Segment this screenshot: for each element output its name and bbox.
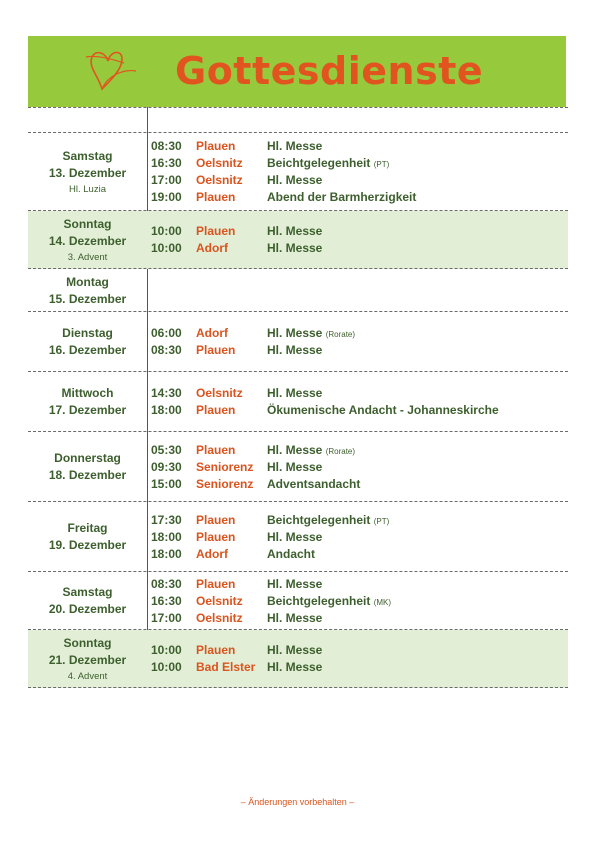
event-description: [267, 138, 322, 155]
date: 16. Dezember: [48, 343, 127, 357]
date: 13. Dezember: [48, 166, 127, 180]
weekday: Freitag: [67, 521, 108, 535]
event-place: Plauen: [196, 343, 236, 357]
event-place: Oelsnitz: [196, 156, 243, 170]
event-title: Beichtgelegenheit: [267, 594, 371, 608]
event-qualifier: (PT): [373, 160, 390, 169]
day-row: [28, 572, 568, 630]
event-time: 18:00: [151, 547, 182, 561]
weekday: Mittwoch: [61, 386, 114, 400]
date: 19. Dezember: [48, 538, 127, 552]
day-row: [28, 269, 568, 312]
event-title: Andacht: [267, 547, 315, 561]
event-place: Plauen: [196, 190, 236, 204]
event-time: 19:00: [151, 190, 182, 204]
event-place: Plauen: [196, 530, 236, 544]
event-description: [267, 546, 315, 563]
weekday: Dienstag: [62, 326, 113, 340]
event-place: Plauen: [196, 577, 236, 591]
event-time: 16:30: [151, 156, 182, 170]
day-row: [28, 432, 568, 502]
day-label: [28, 450, 147, 484]
day-row: [28, 211, 568, 269]
event-place: Adorf: [196, 547, 228, 561]
event-time: 15:00: [151, 477, 182, 491]
date: 18. Dezember: [48, 468, 127, 482]
day-label: [28, 274, 147, 308]
event-description: [267, 610, 322, 627]
date: 21. Dezember: [48, 653, 127, 667]
day-row: [28, 502, 568, 572]
event-time: 05:30: [151, 443, 182, 457]
event-description: [267, 512, 389, 530]
event-place: Oelsnitz: [196, 173, 243, 187]
event-place: Oelsnitz: [196, 611, 243, 625]
day-label: [28, 584, 147, 618]
event-description: [267, 240, 322, 257]
weekday: Montag: [66, 275, 109, 289]
page-title: Gottesdienste: [175, 49, 484, 93]
event-title: Hl. Messe: [267, 224, 323, 238]
event-description: [267, 529, 322, 546]
day-row: [28, 133, 568, 211]
event-place: Plauen: [196, 139, 236, 153]
event-place: Plauen: [196, 443, 236, 457]
event-place: Adorf: [196, 241, 228, 255]
event-title: Hl. Messe: [267, 530, 323, 544]
event-time: 08:30: [151, 343, 182, 357]
event-description: [267, 459, 322, 476]
event-time: 10:00: [151, 643, 182, 657]
day-row: [28, 372, 568, 432]
event-description: [267, 476, 360, 493]
event-title: Hl. Messe: [267, 173, 323, 187]
event-time: 10:00: [151, 660, 182, 674]
event-title: Hl. Messe: [267, 660, 323, 674]
event-time: 18:00: [151, 403, 182, 417]
weekday: Samstag: [62, 585, 113, 599]
event-description: [267, 402, 499, 419]
date: 15. Dezember: [48, 292, 127, 306]
event-title: Hl. Messe: [267, 643, 323, 657]
date: 14. Dezember: [48, 234, 127, 248]
event-place: Plauen: [196, 513, 236, 527]
weekday: Sonntag: [63, 217, 112, 231]
event-time: 06:00: [151, 326, 182, 340]
day-row: [28, 312, 568, 372]
weekday: Samstag: [62, 149, 113, 163]
event-place: Plauen: [196, 224, 236, 238]
event-qualifier: (Rorate): [325, 447, 356, 456]
event-time: 09:30: [151, 460, 182, 474]
event-place: Plauen: [196, 643, 236, 657]
event-description: [267, 223, 322, 240]
event-description: [267, 385, 322, 402]
day-label: [28, 520, 147, 554]
event-description: [267, 172, 322, 189]
event-time: 08:30: [151, 577, 182, 591]
day-row: [28, 630, 568, 688]
event-description: [267, 576, 322, 593]
day-note: 3. Advent: [67, 252, 108, 263]
event-place: Seniorenz: [196, 477, 254, 491]
footer-note: – Änderungen vorbehalten –: [240, 797, 355, 807]
event-title: Hl. Messe: [267, 326, 323, 340]
event-title: Adventsandacht: [267, 477, 361, 491]
date: 20. Dezember: [48, 602, 127, 616]
event-title: Hl. Messe: [267, 241, 323, 255]
event-title: Beichtgelegenheit: [267, 156, 371, 170]
header-spacer-row: [28, 107, 568, 133]
event-title: Beichtgelegenheit: [267, 513, 371, 527]
event-title: Ökumenische Andacht - Johanneskirche: [267, 403, 499, 417]
heart-ribbon-icon: [84, 45, 154, 95]
event-title: Hl. Messe: [267, 443, 323, 457]
event-time: 16:30: [151, 594, 182, 608]
event-title: Hl. Messe: [267, 386, 323, 400]
event-description: [267, 642, 322, 659]
event-qualifier: (Rorate): [325, 330, 356, 339]
event-title: Hl. Messe: [267, 611, 323, 625]
day-note: Hl. Luzia: [69, 184, 106, 195]
day-label: [28, 325, 147, 359]
event-place: Adorf: [196, 326, 228, 340]
event-description: [267, 659, 322, 676]
event-time: 14:30: [151, 386, 182, 400]
event-qualifier: (MK): [373, 598, 392, 607]
event-time: 10:00: [151, 241, 182, 255]
event-place: Oelsnitz: [196, 386, 243, 400]
event-time: 18:00: [151, 530, 182, 544]
event-title: Hl. Messe: [267, 343, 323, 357]
event-description: [267, 342, 322, 359]
event-time: 10:00: [151, 224, 182, 238]
event-time: 17:00: [151, 611, 182, 625]
day-label: [28, 216, 147, 265]
event-description: [267, 155, 389, 173]
event-description: [267, 593, 391, 611]
event-title: Abend der Barmherzigkeit: [267, 190, 417, 204]
event-time: 08:30: [151, 139, 182, 153]
weekday: Sonntag: [63, 636, 112, 650]
date: 17. Dezember: [48, 403, 127, 417]
event-place: Bad Elster: [196, 660, 256, 674]
day-note: 4. Advent: [67, 671, 108, 682]
day-label: [28, 148, 147, 197]
event-place: Seniorenz: [196, 460, 254, 474]
day-label: [28, 385, 147, 419]
event-time: 17:30: [151, 513, 182, 527]
event-place: Plauen: [196, 403, 236, 417]
weekday: Donnerstag: [54, 451, 121, 465]
event-description: [267, 442, 355, 460]
event-qualifier: (PT): [373, 517, 390, 526]
event-description: [267, 189, 416, 206]
event-title: Hl. Messe: [267, 460, 323, 474]
day-label: [28, 635, 147, 684]
header-banner: [28, 36, 566, 107]
event-place: Oelsnitz: [196, 594, 243, 608]
event-description: [267, 325, 355, 343]
event-time: 17:00: [151, 173, 182, 187]
event-title: Hl. Messe: [267, 139, 323, 153]
event-title: Hl. Messe: [267, 577, 323, 591]
